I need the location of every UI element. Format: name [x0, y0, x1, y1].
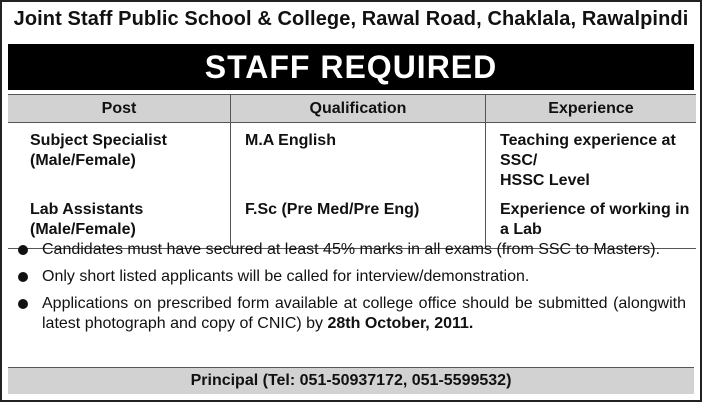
principal-contact: Principal (Tel: 051-50937172, 051-5599532) [8, 367, 694, 394]
post-gender: (Male/Female) [30, 221, 136, 238]
note-text: Candidates must have secured at least 45% marks in all exams (from SSC to Masters). [42, 241, 661, 258]
bullet-icon [18, 272, 28, 282]
note-text: Applications on prescribed form available at college office should be submitted (alongwith latest photograph and copy of CNIC) by [42, 295, 686, 332]
bullet-icon [18, 245, 28, 255]
deadline-date: 28th October, 2011. [327, 315, 474, 332]
experience-line: HSSC Level [500, 172, 590, 189]
list-item [16, 267, 686, 287]
school-name: Joint Staff Public School & College, Rawal Road, Chaklala, Rawalpindi [13, 8, 689, 30]
staff-required-banner: STAFF REQUIRED [8, 44, 694, 90]
qualification-cell: M.A English [231, 123, 486, 197]
table-row [8, 123, 696, 197]
requirements-list [16, 240, 686, 341]
post-gender: (Male/Female) [30, 152, 136, 169]
experience-cell [486, 123, 697, 197]
list-item [16, 240, 686, 260]
post-title: Subject Specialist [30, 132, 167, 149]
post-title: Lab Assistants [30, 201, 144, 218]
experience-line: a Lab [500, 221, 542, 238]
column-header-experience: Experience [486, 95, 697, 123]
experience-line: Experience of working in [500, 201, 690, 218]
vacancy-table [8, 94, 696, 249]
experience-line: Teaching experience at SSC/ [500, 132, 676, 169]
qualification-cell: F.Sc (Pre Med/Pre Eng) [231, 196, 486, 249]
column-header-post: Post [8, 95, 231, 123]
list-item [16, 294, 686, 334]
table-header-row [8, 95, 696, 123]
bullet-icon [18, 299, 28, 309]
note-text: Only short listed applicants will be called for interview/demonstration. [42, 268, 530, 285]
column-header-qualification: Qualification [231, 95, 486, 123]
post-cell [8, 123, 231, 197]
